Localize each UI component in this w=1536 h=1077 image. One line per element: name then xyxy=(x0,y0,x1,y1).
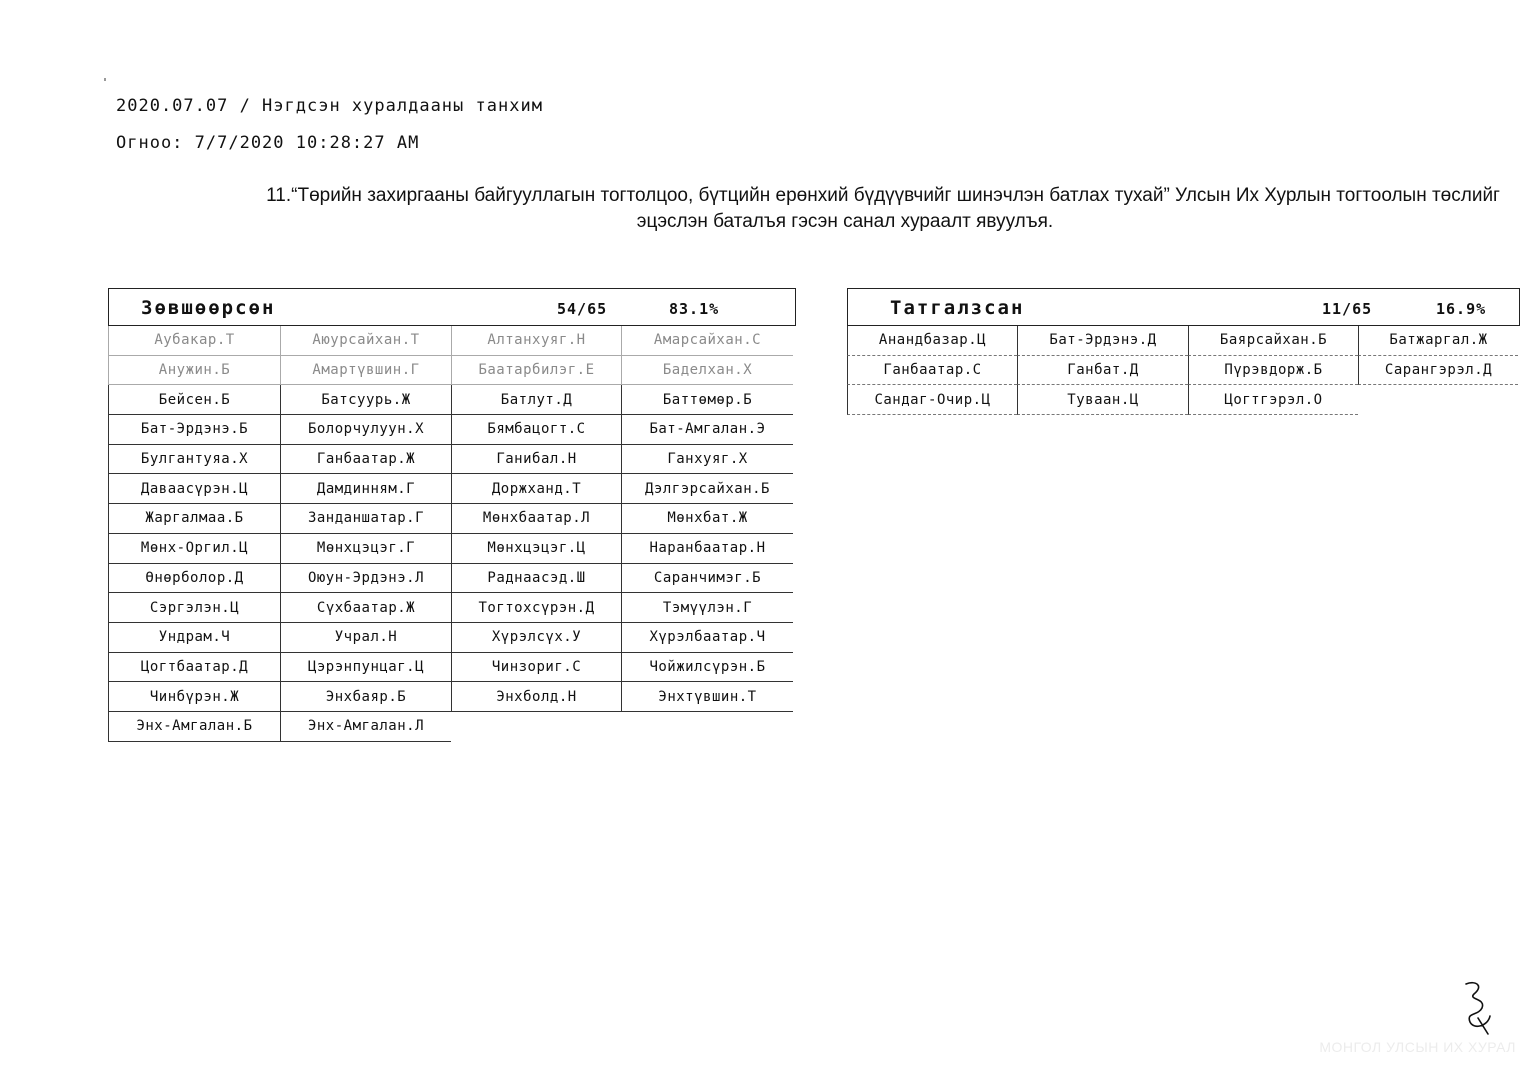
voter-name-cell: Чинбүрэн.Ж xyxy=(108,682,280,712)
voter-name-cell: Баделхан.Х xyxy=(621,356,793,386)
voter-name-cell: Мөнх-Оргил.Ц xyxy=(108,534,280,564)
voter-name-cell: Доржханд.Т xyxy=(451,474,621,504)
yes-vote-count: 54/65 xyxy=(557,300,608,318)
voter-name-cell: Амартүвшин.Г xyxy=(280,356,451,386)
no-vote-panel xyxy=(847,288,1520,415)
voter-name-cell: Энхтүвшин.Т xyxy=(621,682,793,712)
voter-name-cell: Бат-Эрдэнэ.Д xyxy=(1017,326,1188,356)
voter-name-cell: Ганбат.Д xyxy=(1017,356,1188,386)
voter-name-cell: Даваасүрэн.Ц xyxy=(108,474,280,504)
voter-name-cell: Энх-Амгалан.Л xyxy=(280,712,451,742)
question-line-1: 11.“Төрийн захиргааны байгууллагын тогтолцоо, бүтцийн ерөнхий бүдүүвчийг шинэчлэн батлах тухай” Улсын Их Хурлын тогтоолын төслийг xyxy=(266,185,1500,206)
voter-name-cell: Сэргэлэн.Ц xyxy=(108,593,280,623)
voter-name-cell: Баярсайхан.Б xyxy=(1188,326,1358,356)
voter-name-cell: Туваан.Ц xyxy=(1017,385,1188,415)
voter-name-cell: Хүрэлбаатар.Ч xyxy=(621,623,793,653)
yes-panel-title: Зөвшөөрсөн xyxy=(141,297,276,319)
no-names-grid xyxy=(847,326,1520,415)
voter-name-cell: Чойжилсүрэн.Б xyxy=(621,653,793,683)
voter-name-cell: Энхбаяр.Б xyxy=(280,682,451,712)
voter-name-cell: Алтанхуяг.Н xyxy=(451,326,621,356)
voter-name-cell: Ганбаатар.С xyxy=(847,356,1017,386)
voter-name-cell: Хүрэлсүх.У xyxy=(451,623,621,653)
voter-name-cell: Занданшатар.Г xyxy=(280,504,451,534)
yes-vote-percent: 83.1% xyxy=(669,300,720,318)
voter-name-cell: Дэлгэрсайхан.Б xyxy=(621,474,793,504)
voter-name-cell: Жаргалмаа.Б xyxy=(108,504,280,534)
voter-name-cell: Цогтбаатар.Д xyxy=(108,653,280,683)
yes-names-grid xyxy=(108,326,796,742)
voter-name-cell: Наранбаатар.Н xyxy=(621,534,793,564)
voter-name-cell: Оюун-Эрдэнэ.Л xyxy=(280,564,451,594)
voter-name-cell: Дамдинням.Г xyxy=(280,474,451,504)
voter-name-cell: Баатарбилэг.Е xyxy=(451,356,621,386)
voter-name-cell: Булгантуяа.Х xyxy=(108,445,280,475)
voter-name-cell: Энх-Амгалан.Б xyxy=(108,712,280,742)
voter-name-cell: Батлут.Д xyxy=(451,385,621,415)
watermark-text: МОНГОЛ УЛСЫН ИХ ХУРАЛ xyxy=(1319,1039,1516,1055)
voter-name-cell: Анужин.Б xyxy=(108,356,280,386)
voter-name-cell: Бейсен.Б xyxy=(108,385,280,415)
voter-name-cell: Мөнхцэцэг.Ц xyxy=(451,534,621,564)
voter-name-cell: Мөнхцэцэг.Г xyxy=(280,534,451,564)
voter-name-cell: Раднаасэд.Ш xyxy=(451,564,621,594)
date-header: Огноо: 7/7/2020 10:28:27 AM xyxy=(116,133,420,153)
scan-mark xyxy=(104,78,106,81)
voter-name-cell: Саранчимэг.Б xyxy=(621,564,793,594)
no-vote-count: 11/65 xyxy=(1322,300,1373,318)
yes-panel-header xyxy=(108,288,796,326)
voter-name-cell: Тэмүүлэн.Г xyxy=(621,593,793,623)
voter-name-cell: Сандаг-Очир.Ц xyxy=(847,385,1017,415)
voter-name-cell: Учрал.Н xyxy=(280,623,451,653)
no-panel-header xyxy=(847,288,1520,326)
meeting-header: 2020.07.07 / Нэгдсэн хуралдааны танхим xyxy=(116,96,543,116)
voter-name-cell: Өнөрболор.Д xyxy=(108,564,280,594)
voter-name-cell: Амарсайхан.С xyxy=(621,326,793,356)
voter-name-cell: Бямбацогт.С xyxy=(451,415,621,445)
voter-name-cell: Аюурсайхан.Т xyxy=(280,326,451,356)
voter-name-cell: Ганхуяг.Х xyxy=(621,445,793,475)
voter-name-cell: Ганбаатар.Ж xyxy=(280,445,451,475)
voter-name-cell: Баттөмөр.Б xyxy=(621,385,793,415)
no-panel-title: Татгалзсан xyxy=(890,297,1025,319)
voter-name-cell: Энхболд.Н xyxy=(451,682,621,712)
voter-name-cell: Сарангэрэл.Д xyxy=(1358,356,1518,386)
no-vote-percent: 16.9% xyxy=(1436,300,1487,318)
yes-vote-panel xyxy=(108,288,796,742)
voter-name-cell: Анандбазар.Ц xyxy=(847,326,1017,356)
voter-name-cell: Ганибал.Н xyxy=(451,445,621,475)
voter-name-cell: Бат-Амгалан.Э xyxy=(621,415,793,445)
voter-name-cell: Мөнхбаатар.Л xyxy=(451,504,621,534)
voter-name-cell: Сүхбаатар.Ж xyxy=(280,593,451,623)
voter-name-cell: Аубакар.Т xyxy=(108,326,280,356)
voter-name-cell: Пүрэвдорж.Б xyxy=(1188,356,1358,386)
voter-name-cell: Батжаргал.Ж xyxy=(1358,326,1518,356)
voter-name-cell: Цэрэнпунцаг.Ц xyxy=(280,653,451,683)
handwritten-signature xyxy=(1458,978,1498,1038)
question-line-2: эцэслэн баталъя гэсэн санал хураалт явуулъя. xyxy=(636,211,1054,232)
voter-name-cell: Батсуурь.Ж xyxy=(280,385,451,415)
question-text xyxy=(120,183,1510,235)
voter-name-cell: Мөнхбат.Ж xyxy=(621,504,793,534)
voter-name-cell: Ундрам.Ч xyxy=(108,623,280,653)
voter-name-cell: Тогтохсүрэн.Д xyxy=(451,593,621,623)
voter-name-cell: Болорчулуун.Х xyxy=(280,415,451,445)
voter-name-cell: Цогтгэрэл.О xyxy=(1188,385,1358,415)
voter-name-cell: Чинзориг.С xyxy=(451,653,621,683)
voter-name-cell: Бат-Эрдэнэ.Б xyxy=(108,415,280,445)
